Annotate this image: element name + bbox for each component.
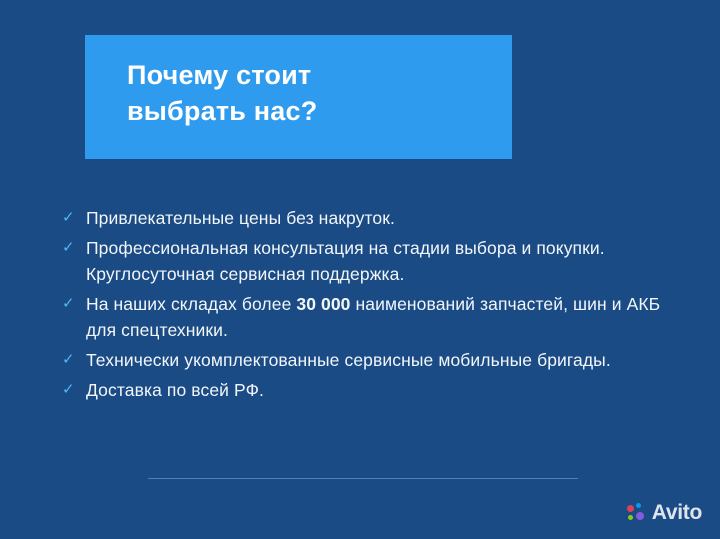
list-item [62, 235, 662, 287]
list-item-text: Доставка по всей РФ. [86, 380, 264, 400]
list-item-text: наименований запчастей, шин и АКБ для спецтехники. [86, 294, 661, 340]
check-icon: ✓ [62, 209, 75, 226]
list-item-label [86, 377, 264, 403]
list-item [62, 377, 662, 403]
list-item-label [86, 235, 662, 287]
list-item-text: На наших складах более [86, 294, 297, 314]
list-item [62, 291, 662, 343]
watermark [627, 501, 702, 525]
title-box [85, 35, 512, 159]
page-title-line-1: Почему стоит [127, 60, 312, 90]
check-icon: ✓ [62, 351, 75, 368]
list-item-label [86, 205, 395, 231]
bullet-list [62, 205, 662, 407]
list-item-text: Технически укомплектованные сервисные мобильные бригады. [86, 350, 611, 370]
avito-logo-icon [627, 503, 647, 523]
list-item-label [86, 291, 662, 343]
list-item-text: Профессиональная консультация на стадии выбора и покупки. Круглосуточная сервисная поддержка. [86, 238, 605, 284]
check-icon: ✓ [62, 295, 75, 312]
list-item-label [86, 347, 611, 373]
list-item [62, 347, 662, 373]
list-item-emphasis: 30 000 [296, 294, 351, 314]
list-item [62, 205, 662, 231]
page-title-line-2: выбрать нас? [127, 96, 318, 126]
divider [148, 478, 578, 479]
check-icon: ✓ [62, 381, 75, 398]
watermark-label: Avito [651, 501, 702, 524]
check-icon: ✓ [62, 239, 75, 256]
list-item-text: Привлекательные цены без накруток. [86, 208, 395, 228]
